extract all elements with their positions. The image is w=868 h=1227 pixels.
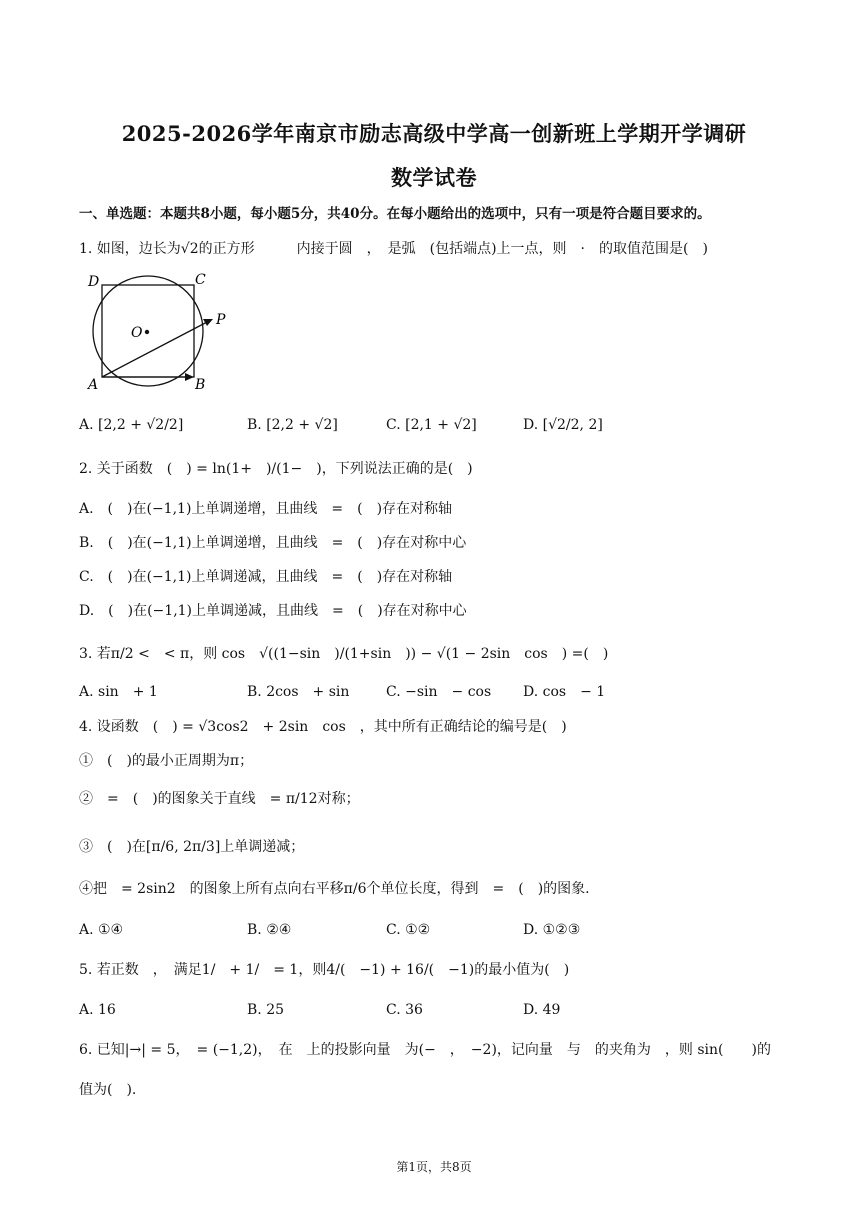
q3-option-a: A. sin + 1: [79, 684, 158, 700]
page-title: 2025-2026学年南京市励志高级中学高一创新班上学期开学调研: [121, 121, 747, 146]
q1-option-b: B. [2,2 + √2]: [247, 417, 338, 433]
circle-square-figure: [80, 268, 240, 398]
question-3-stem: 3. 若π/2 < < π，则 cos √((1−sin )/(1+sin )) − √(1 − 2sin cos ) =( ): [79, 646, 609, 662]
q3-option-c: C. −sin − cos: [386, 684, 492, 700]
label-p: P: [216, 312, 226, 328]
page-subtitle: 数学试卷: [391, 165, 477, 190]
q4-statement-2: ② = ( )的图象关于直线 = π/12对称；: [79, 791, 360, 807]
q1-option-a: A. [2,2 + √2/2]: [79, 417, 184, 433]
question-4-stem: 4. 设函数 ( ) = √3cos2 + 2sin cos ，其中所有正确结论的编号是( ): [79, 719, 567, 735]
q5-option-b: B. 25: [247, 1002, 285, 1018]
question-6-stem-cont: 值为( ).: [79, 1082, 137, 1098]
q2-option-b: B. ( )在(−1,1)上单调递增，且曲线 = ( )存在对称中心: [79, 535, 467, 551]
page-footer: 第1页，共8页: [396, 1160, 472, 1174]
q2-option-c: C. ( )在(−1,1)上单调递减，且曲线 = ( )存在对称轴: [79, 569, 453, 585]
q5-option-c: C. 36: [386, 1002, 423, 1018]
q4-statement-3: ③ ( )在[π/6, 2π/3]上单调递减；: [79, 839, 305, 855]
q4-option-a: A. ①④: [79, 922, 124, 938]
question-5-stem: 5. 若正数 ， 满足1/ + 1/ = 1，则4/( −1) + 16/( −1)的最小值为( ): [79, 962, 570, 978]
q4-option-c: C. ①②: [386, 922, 431, 938]
q2-option-d: D. ( )在(−1,1)上单调递减，且曲线 = ( )存在对称中心: [79, 603, 467, 619]
question-2-stem: 2. 关于函数 ( ) = ln(1+ )/(1− )，下列说法正确的是( ): [79, 461, 473, 477]
q4-statement-4: ④把 = 2sin2 的图象上所有点向右平移π/6个单位长度，得到 = ( )的图象.: [79, 881, 590, 897]
q1-option-d: D. [√2/2, 2]: [523, 417, 603, 433]
label-o: O: [131, 325, 143, 341]
q4-option-d: D. ①②③: [523, 922, 581, 938]
q2-option-a: A. ( )在(−1,1)上单调递增，且曲线 = ( )存在对称轴: [79, 501, 453, 517]
q4-option-b: B. ②④: [247, 922, 292, 938]
q3-option-d: D. cos − 1: [523, 684, 606, 700]
question-6-stem: 6. 已知|→| = 5， = (−1,2)， 在 上的投影向量 为(− ， −2)，记向量 与 的夹角为 ，则 sin( )的: [79, 1042, 771, 1058]
question-1-stem: 1. 如图，边长为√2的正方形 内接于圆 ， 是弧 (包括端点)上一点，则 · 的取值范围是( ): [79, 241, 708, 257]
label-c: C: [195, 272, 206, 288]
q3-option-b: B. 2cos + sin: [247, 684, 350, 700]
label-b: B: [195, 377, 206, 393]
label-d: D: [88, 274, 100, 290]
q4-statement-1: ① ( )的最小正周期为π；: [79, 753, 254, 769]
q5-option-a: A. 16: [79, 1002, 116, 1018]
q5-option-d: D. 49: [523, 1002, 561, 1018]
section-heading: 一、单选题：本题共8小题，每小题5分，共40分。在每小题给出的选项中，只有一项是符合题目要求的。: [79, 206, 711, 222]
q1-option-c: C. [2,1 + √2]: [386, 417, 477, 433]
label-a: A: [88, 377, 99, 393]
